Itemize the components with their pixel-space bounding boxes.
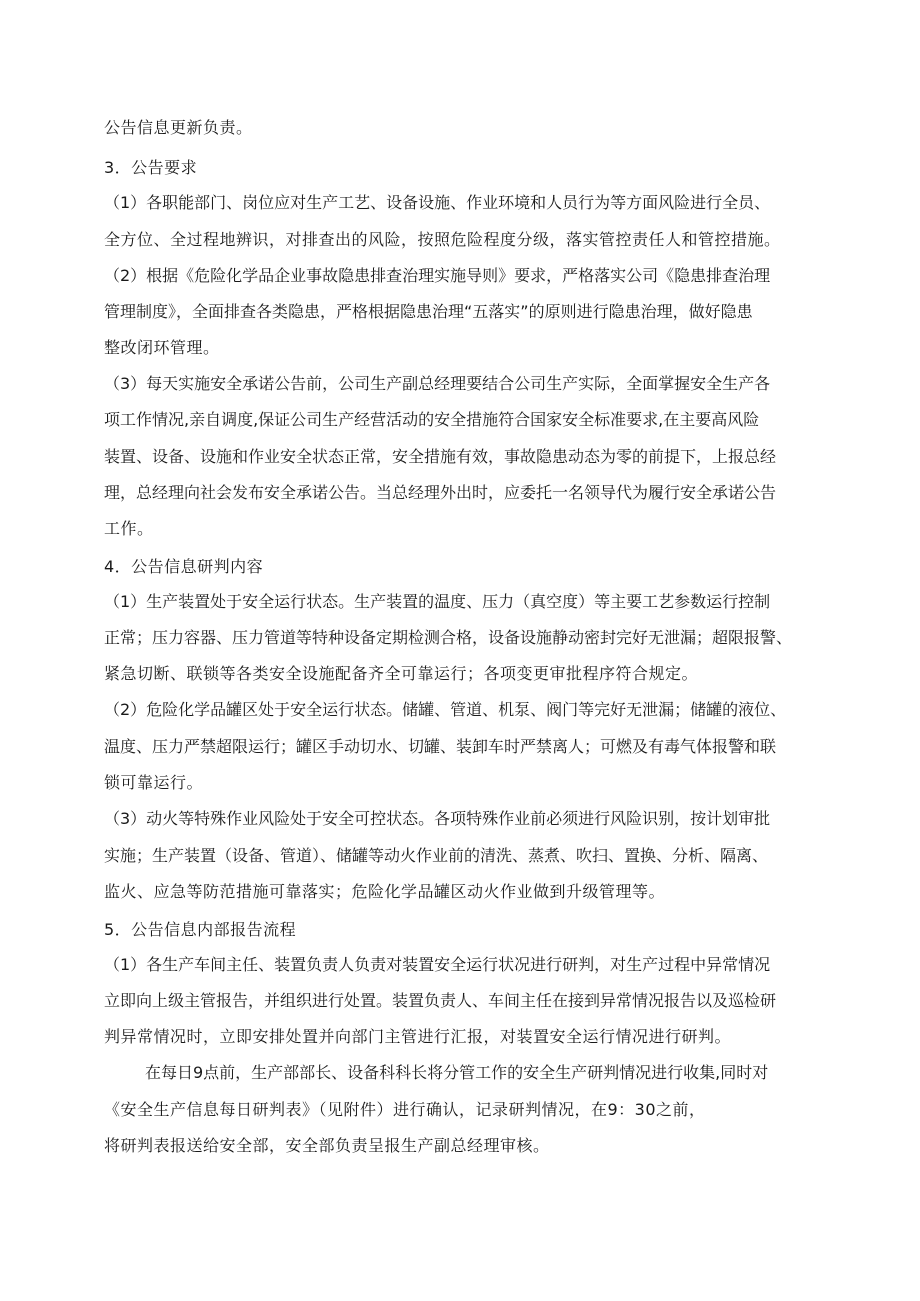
text-line: 装置、设备、设施和作业安全状态正常，安全措施有效，事故隐患动态为零的前提下，上报总经 [104,447,777,466]
text-line: 全方位、全过程地辨识，对排查出的风险，按照危险程度分级，落实管控责任人和管控措施。 [104,230,781,249]
text-line: （2）危险化学品罐区处于安全运行状态。储罐、管道、机泵、阀门等完好无泄漏；储罐的液位、 [104,700,787,719]
section-heading: 4．公告信息研判内容 [104,557,264,576]
text-line: 在每日9点前，生产部部长、设备科科长将分管工作的安全生产研判情况进行收集,同时对 [145,1063,769,1082]
text-line: 管理制度》，全面排查各类隐患，严格根据隐患治理“五落实”的原则进行隐患治理，做好隐患 [104,302,753,321]
text-line: 温度、压力严禁超限运行；罐区手动切水、切罐、装卸车时严禁离人；可燃及有毒气体报警和联 [104,737,777,756]
text-line: （1）生产装置处于安全运行状态。生产装置的温度、压力（真空度）等主要工艺参数运行控制 [104,592,771,611]
text-line: 正常；压力容器、压力管道等特种设备定期检测合格，设备设施静动密封完好无泄漏；超限报警、 [104,628,793,647]
text-line: 理，总经理向社会发布安全承诺公告。当总经理外出时，应委托一名领导代为履行安全承诺公告 [104,483,777,502]
text-line: （3）动火等特殊作业风险处于安全可控状态。各项特殊作业前必须进行风险识别，按计划审批 [104,809,771,828]
text-line: 整改闭环管理。 [104,338,220,357]
text-line: 监火、应急等防范措施可靠落实；危险化学品罐区动火作业做到升级管理等。 [104,882,666,901]
text-line: 公告信息更新负责。 [104,118,253,137]
text-line: 将研判表报送给安全部，安全部负责呈报生产副总经理审核。 [104,1136,550,1155]
text-line: （1）各职能部门、岗位应对生产工艺、设备设施、作业环境和人员行为等方面风险进行全员、 [104,193,771,212]
text-line: （3）每天实施安全承诺公告前，公司生产副总经理要结合公司生产实际，全面掌握安全生产各 [104,374,771,393]
text-line: 实施；生产装置（设备、管道）、储罐等动火作业前的清洗、蒸煮、吹扫、置换、分析、隔离、 [104,846,769,865]
text-line: 紧急切断、联锁等各类安全设施配备齐全可靠运行；各项变更审批程序符合规定。 [104,664,699,683]
text-line: 判异常情况时，立即安排处置并向部门主管进行汇报，对装置安全运行情况进行研判。 [104,1027,732,1046]
text-line: （1）各生产车间主任、装置负责人负责对装置安全运行状况进行研判，对生产过程中异常情况 [104,955,771,974]
text-line: （2）根据《危险化学品企业事故隐患排查治理实施导则》要求，严格落实公司《隐患排查治理 [104,266,771,285]
text-line: 项工作情况,亲自调度,保证公司生产经营活动的安全措施符合国家安全标准要求,在主要高风险 [104,410,760,429]
section-heading: 5．公告信息内部报告流程 [104,920,297,939]
section-heading: 3．公告要求 [104,158,198,177]
text-line: 工作。 [104,519,154,538]
text-line: 锁可靠运行。 [104,773,204,792]
text-line: 《安全生产信息每日研判表》（见附件）进行确认，记录研判情况，在9：30之前， [104,1100,706,1119]
text-line: 立即向上级主管报告，并组织进行处置。装置负责人、车间主任在接到异常情况报告以及巡检研 [104,991,777,1010]
